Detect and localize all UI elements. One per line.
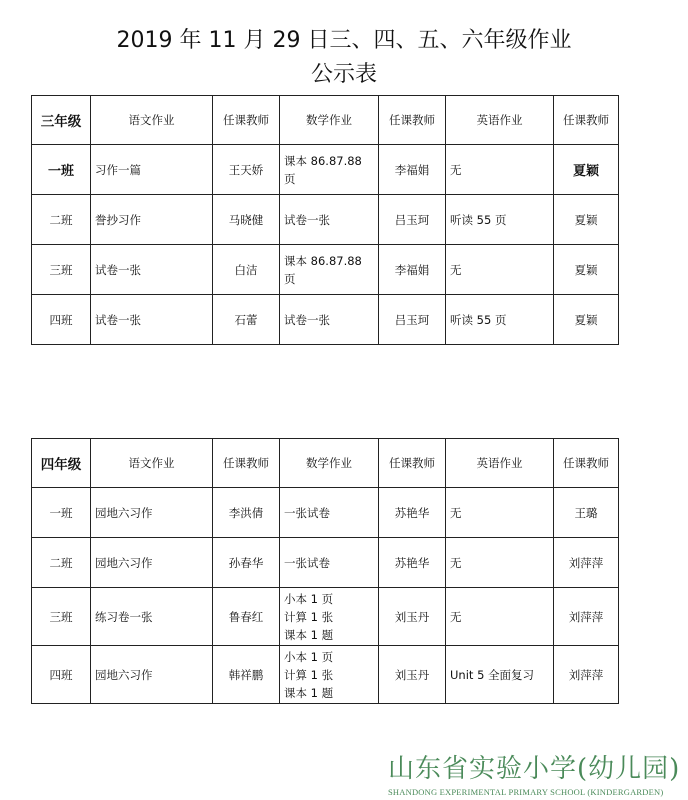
table-header-row: [32, 439, 619, 488]
english-teacher: 夏颖: [554, 195, 619, 245]
math-homework: 小本 1 页 计算 1 张 课本 1 题: [280, 588, 379, 646]
class-name: 三班: [32, 245, 91, 295]
class-name: 二班: [32, 195, 91, 245]
math-teacher: 李福娟: [379, 245, 446, 295]
column-header-teacher: 任课教师: [213, 439, 280, 488]
math-homework: 一张试卷: [280, 538, 379, 588]
chinese-homework: 试卷一张: [91, 245, 213, 295]
column-header-english: 英语作业: [446, 96, 554, 145]
english-homework: 无: [446, 488, 554, 538]
column-header-math: 数学作业: [280, 96, 379, 145]
grade-label: 三年级: [32, 96, 91, 145]
column-header-teacher: 任课教师: [213, 96, 280, 145]
class-name: 一班: [32, 488, 91, 538]
math-teacher: 刘玉丹: [379, 588, 446, 646]
column-header-teacher: 任课教师: [554, 439, 619, 488]
table-row: [32, 295, 619, 345]
chinese-teacher: 石蕾: [213, 295, 280, 345]
english-homework: Unit 5 全面复习: [446, 646, 554, 704]
grade-4-homework-table: [31, 438, 619, 704]
chinese-homework: 园地六习作: [91, 646, 213, 704]
column-header-teacher: 任课教师: [379, 439, 446, 488]
english-teacher: 夏颖: [554, 295, 619, 345]
math-teacher: 苏艳华: [379, 488, 446, 538]
table-header-row: [32, 96, 619, 145]
english-teacher: 刘萍萍: [554, 646, 619, 704]
math-homework: 试卷一张: [280, 295, 379, 345]
math-teacher: 吕玉珂: [379, 195, 446, 245]
chinese-teacher: 李洪倩: [213, 488, 280, 538]
table-row: [32, 145, 619, 195]
english-teacher: 夏颖: [554, 245, 619, 295]
table-row: [32, 245, 619, 295]
math-teacher: 吕玉珂: [379, 295, 446, 345]
column-header-math: 数学作业: [280, 439, 379, 488]
chinese-homework: 练习卷一张: [91, 588, 213, 646]
english-homework: 听读 55 页: [446, 295, 554, 345]
page-title: 2019 年 11 月 29 日三、四、五、六年级作业: [116, 28, 572, 53]
column-header-teacher: 任课教师: [379, 96, 446, 145]
chinese-homework: 试卷一张: [91, 295, 213, 345]
english-teacher: 夏颖: [554, 145, 619, 195]
english-teacher: 王璐: [554, 488, 619, 538]
chinese-teacher: 王天娇: [213, 145, 280, 195]
english-teacher: 刘萍萍: [554, 588, 619, 646]
table-row: [32, 646, 619, 704]
english-homework: 无: [446, 538, 554, 588]
math-homework: 试卷一张: [280, 195, 379, 245]
grade-3-homework-table: [31, 95, 619, 345]
grade-label: 四年级: [32, 439, 91, 488]
school-name-english: SHANDONG EXPERIMENTAL PRIMARY SCHOOL (KINDERGARDEN): [388, 787, 664, 797]
class-name: 一班: [32, 145, 91, 195]
class-name: 四班: [32, 646, 91, 704]
math-homework: 课本 86.87.88 页: [280, 245, 379, 295]
english-homework: 无: [446, 588, 554, 646]
table-row: [32, 195, 619, 245]
math-teacher: 李福娟: [379, 145, 446, 195]
math-teacher: 刘玉丹: [379, 646, 446, 704]
page-subtitle: 公示表: [310, 62, 377, 87]
table-row: [32, 588, 619, 646]
class-name: 二班: [32, 538, 91, 588]
math-teacher: 苏艳华: [379, 538, 446, 588]
class-name: 三班: [32, 588, 91, 646]
math-homework: 小本 1 页 计算 1 张 课本 1 题: [280, 646, 379, 704]
class-name: 四班: [32, 295, 91, 345]
column-header-teacher: 任课教师: [554, 96, 619, 145]
english-homework: 无: [446, 245, 554, 295]
english-homework: 听读 55 页: [446, 195, 554, 245]
column-header-chinese: 语文作业: [91, 96, 213, 145]
chinese-homework: 誊抄习作: [91, 195, 213, 245]
math-homework: 一张试卷: [280, 488, 379, 538]
school-logo: [388, 748, 684, 797]
chinese-homework: 园地六习作: [91, 488, 213, 538]
chinese-teacher: 韩祥鹏: [213, 646, 280, 704]
column-header-chinese: 语文作业: [91, 439, 213, 488]
column-header-english: 英语作业: [446, 439, 554, 488]
english-teacher: 刘萍萍: [554, 538, 619, 588]
chinese-homework: 习作一篇: [91, 145, 213, 195]
table-row: [32, 538, 619, 588]
school-name-chinese: 山东省实验小学(幼儿园): [388, 754, 681, 784]
table-row: [32, 488, 619, 538]
english-homework: 无: [446, 145, 554, 195]
chinese-teacher: 孙春华: [213, 538, 280, 588]
chinese-homework: 园地六习作: [91, 538, 213, 588]
chinese-teacher: 白洁: [213, 245, 280, 295]
math-homework: 课本 86.87.88 页: [280, 145, 379, 195]
chinese-teacher: 鲁春红: [213, 588, 280, 646]
chinese-teacher: 马晓健: [213, 195, 280, 245]
